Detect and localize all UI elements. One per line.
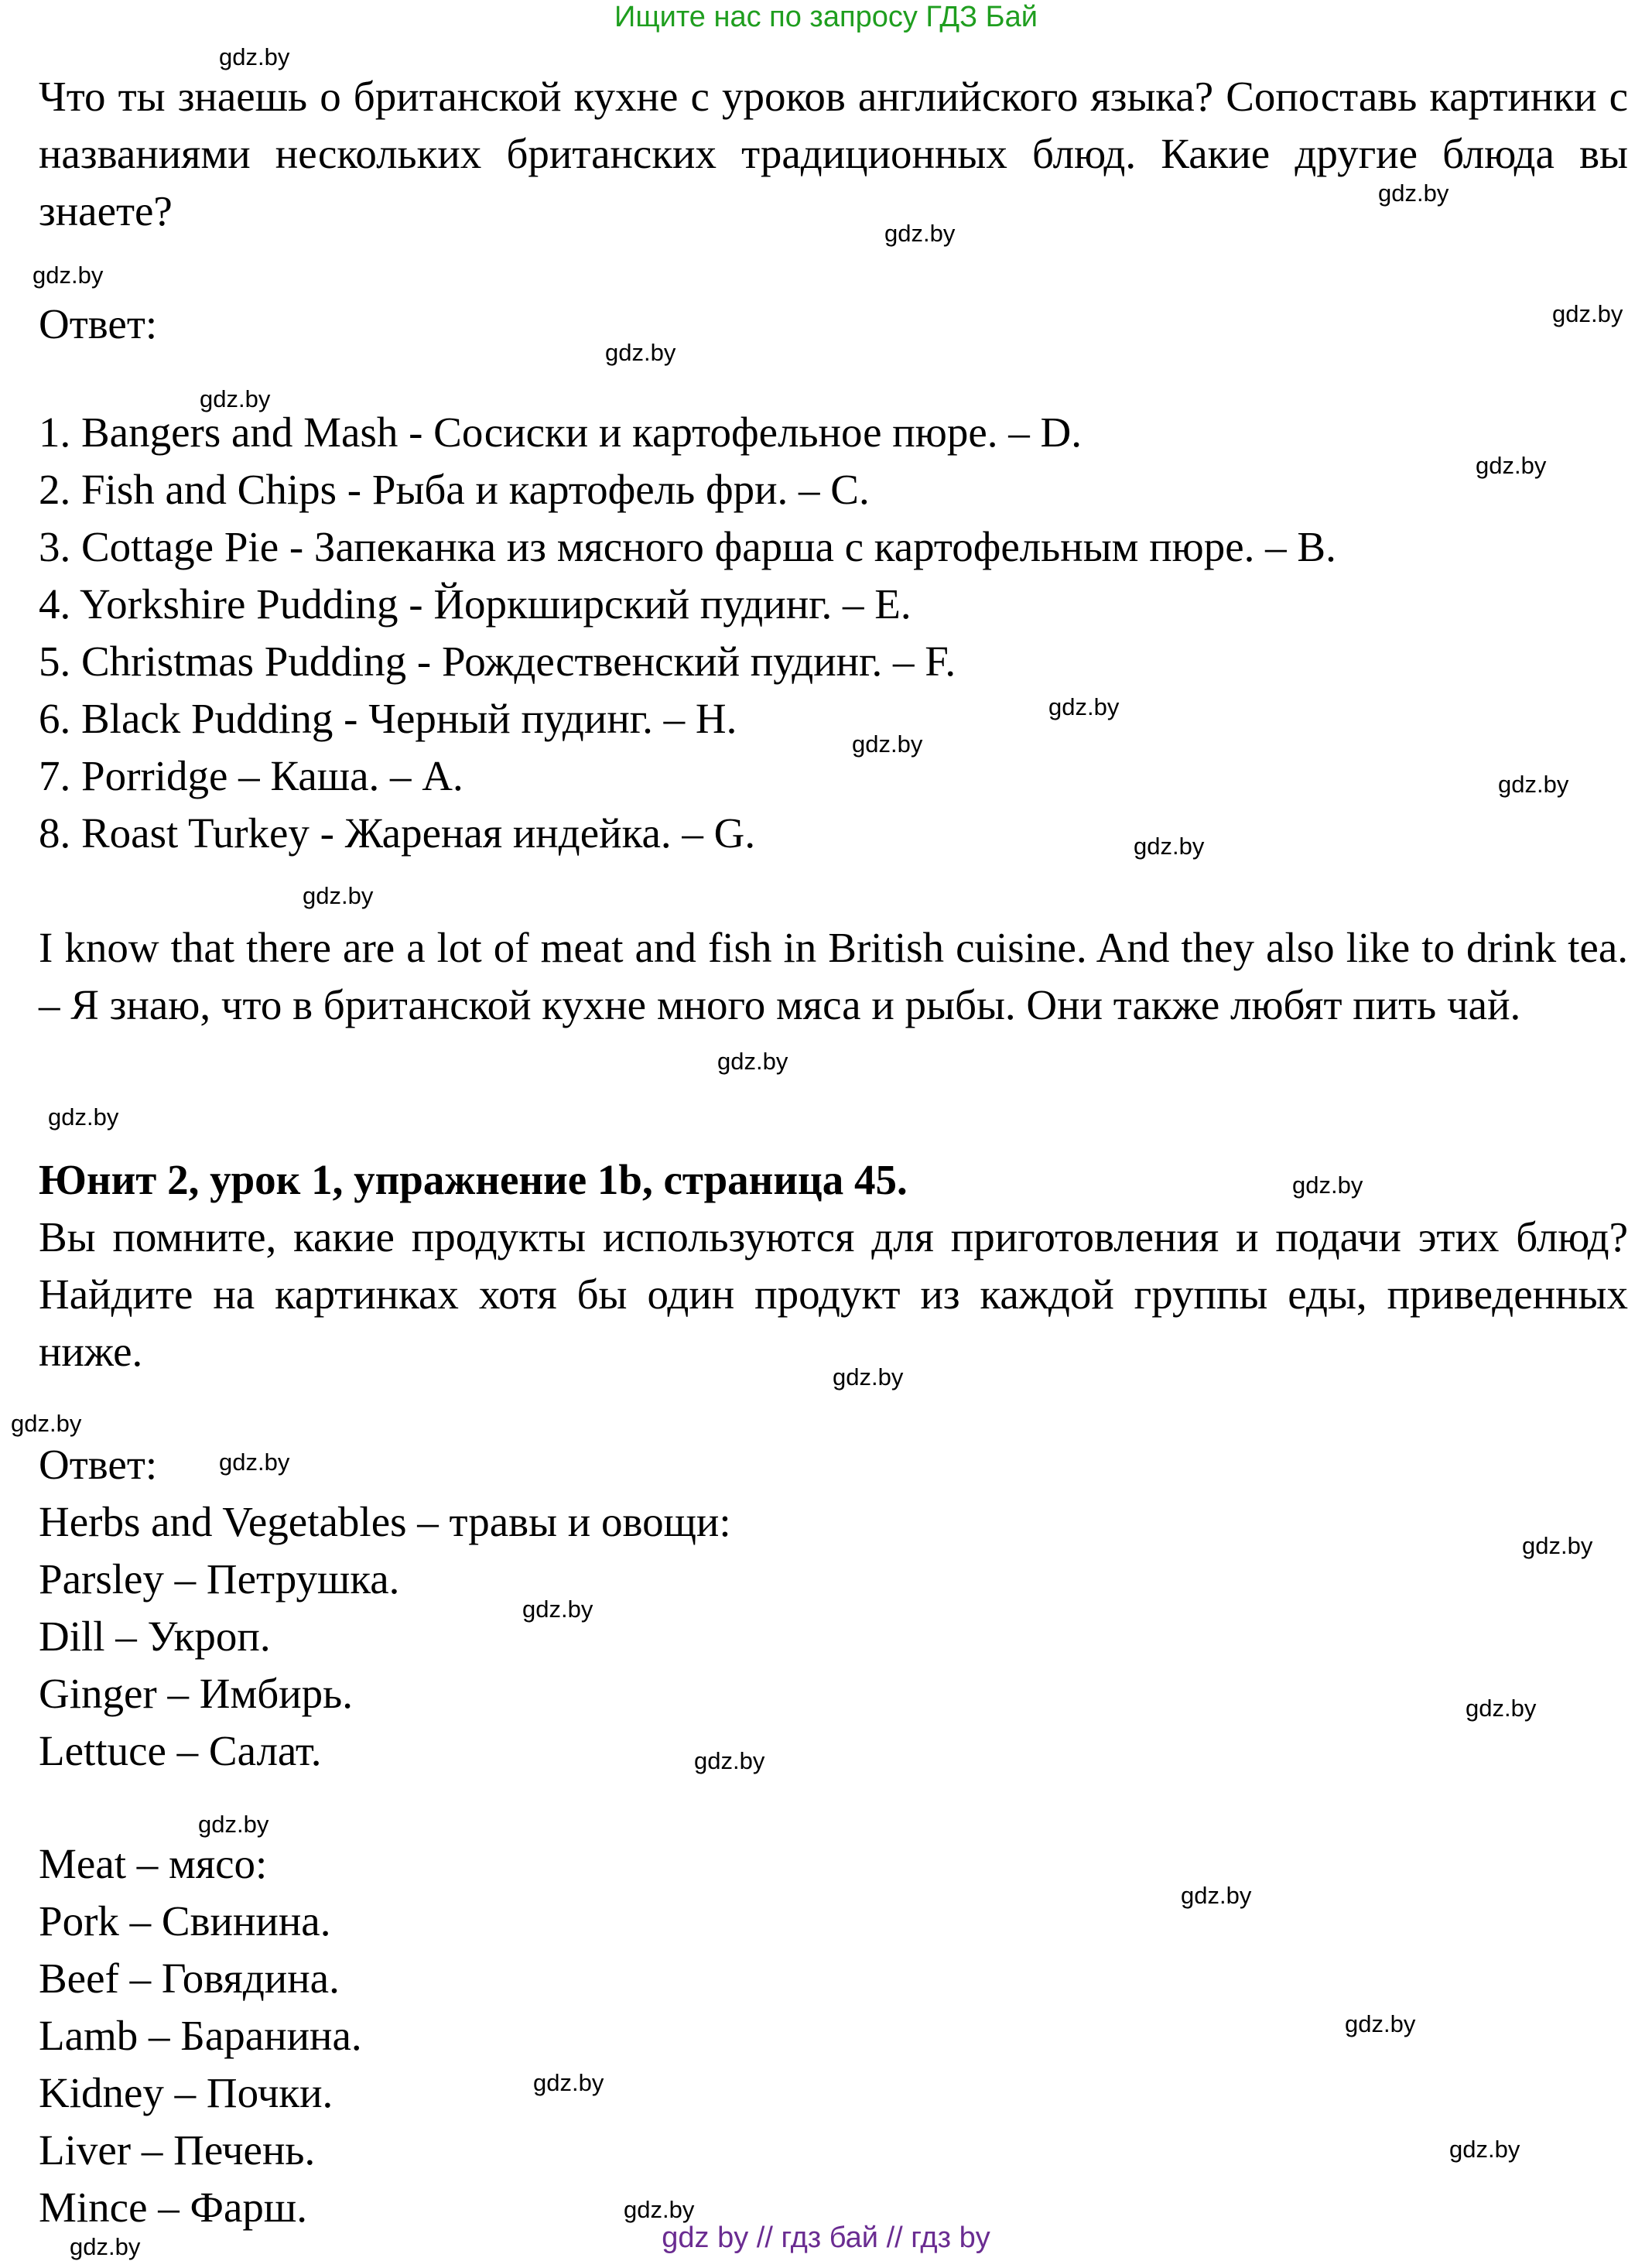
list-item: Beef – Говядина. [39, 1955, 340, 2002]
list-item: 2. Fish and Chips - Рыба и картофель фри. – C. [39, 466, 870, 513]
watermark: gdz.by [1378, 180, 1449, 207]
list-item: Lettuce – Салат. [39, 1727, 322, 1774]
watermark: gdz.by [852, 730, 923, 758]
watermark: gdz.by [11, 1410, 82, 1437]
list-item: Parsley – Петрушка. [39, 1555, 400, 1603]
watermark: gdz.by [1181, 1882, 1252, 1909]
list-item: Pork – Свинина. [39, 1897, 331, 1945]
watermark: gdz.by [48, 1103, 119, 1130]
watermark: gdz.by [624, 2196, 695, 2223]
list-item: Kidney – Почки. [39, 2069, 333, 2116]
list-item: 8. Roast Turkey - Жареная индейка. – G. [39, 809, 756, 857]
list-item: Dill – Укроп. [39, 1613, 271, 1660]
answer-label-1: Ответ: [39, 300, 158, 347]
list-item: Mince – Фарш. [39, 2184, 307, 2231]
list-item: 6. Black Pudding - Черный пудинг. – H. [39, 695, 737, 742]
watermark: gdz.by [1292, 1172, 1363, 1199]
watermark: gdz.by [694, 1747, 765, 1774]
list-item: Lamb – Баранина. [39, 2012, 362, 2059]
watermark: gdz.by [1498, 771, 1569, 798]
watermark: gdz.by [884, 220, 956, 247]
list-item: Ginger – Имбирь. [39, 1670, 354, 1717]
watermark: gdz.by [717, 1048, 788, 1075]
watermark: gdz.by [200, 385, 271, 412]
list-item: 3. Cottage Pie - Запеканка из мясного фарша с картофельным пюре. – B. [39, 523, 1336, 570]
footer-links[interactable]: gdz by // гдз бай // гдз by [662, 2222, 990, 2254]
watermark: gdz.by [1466, 1695, 1537, 1722]
group-title-herbs: Herbs and Vegetables – травы и овощи: [39, 1498, 731, 1545]
watermark: gdz.by [1476, 452, 1547, 479]
list-item: 4. Yorkshire Pudding - Йоркширский пудинг. – E. [39, 580, 912, 628]
group-title-meat: Meat – мясо: [39, 1840, 268, 1887]
watermark: gdz.by [70, 2233, 141, 2260]
watermark: gdz.by [833, 1363, 904, 1390]
site-search-banner: Ищите нас по запросу ГДЗ Бай [614, 1, 1038, 33]
watermark: gdz.by [219, 1449, 290, 1476]
answer-label-2: Ответ: [39, 1441, 158, 1488]
watermark: gdz.by [1552, 300, 1623, 327]
watermark: gdz.by [219, 43, 290, 70]
watermark: gdz.by [303, 882, 374, 909]
watermark: gdz.by [522, 1596, 593, 1623]
list-item: 5. Christmas Pudding - Рождественский пудинг. – F. [39, 638, 956, 685]
watermark: gdz.by [32, 262, 104, 289]
watermark: gdz.by [1134, 833, 1205, 860]
watermark: gdz.by [1522, 1532, 1593, 1559]
watermark: gdz.by [533, 2069, 604, 2096]
task-2-text: Вы помните, какие продукты используются для приготовления и подачи этих блюд? Найдите на картинках хотя бы один продукт из каждой группы еды, приведенных ниже. [39, 1213, 1628, 1375]
list-item: Liver – Печень. [39, 2126, 316, 2174]
watermark: gdz.by [198, 1811, 269, 1838]
task-1-text: Что ты знаешь о британской кухне с уроков английского языка? Сопоставь картинки с названиями нескольких британских традиционных блюд. Какие другие блюда вы знаете? [39, 73, 1628, 234]
list-item: 7. Porridge – Каша. – A. [39, 752, 463, 799]
list-item: 1. Bangers and Mash - Сосиски и картофельное пюре. – D. [39, 409, 1082, 456]
exercise-heading: Юнит 2, урок 1, упражнение 1b, страница 45. [39, 1156, 908, 1203]
watermark: gdz.by [1345, 2010, 1416, 2037]
watermark: gdz.by [1048, 693, 1120, 720]
watermark: gdz.by [1449, 2136, 1520, 2163]
conclusion-text: I know that there are a lot of meat and fish in British cuisine. And they also like to drink tea. – Я знаю, что в британской кухне много мяса и рыбы. Они также любят пить чай. [39, 924, 1628, 1028]
watermark: gdz.by [605, 339, 676, 366]
